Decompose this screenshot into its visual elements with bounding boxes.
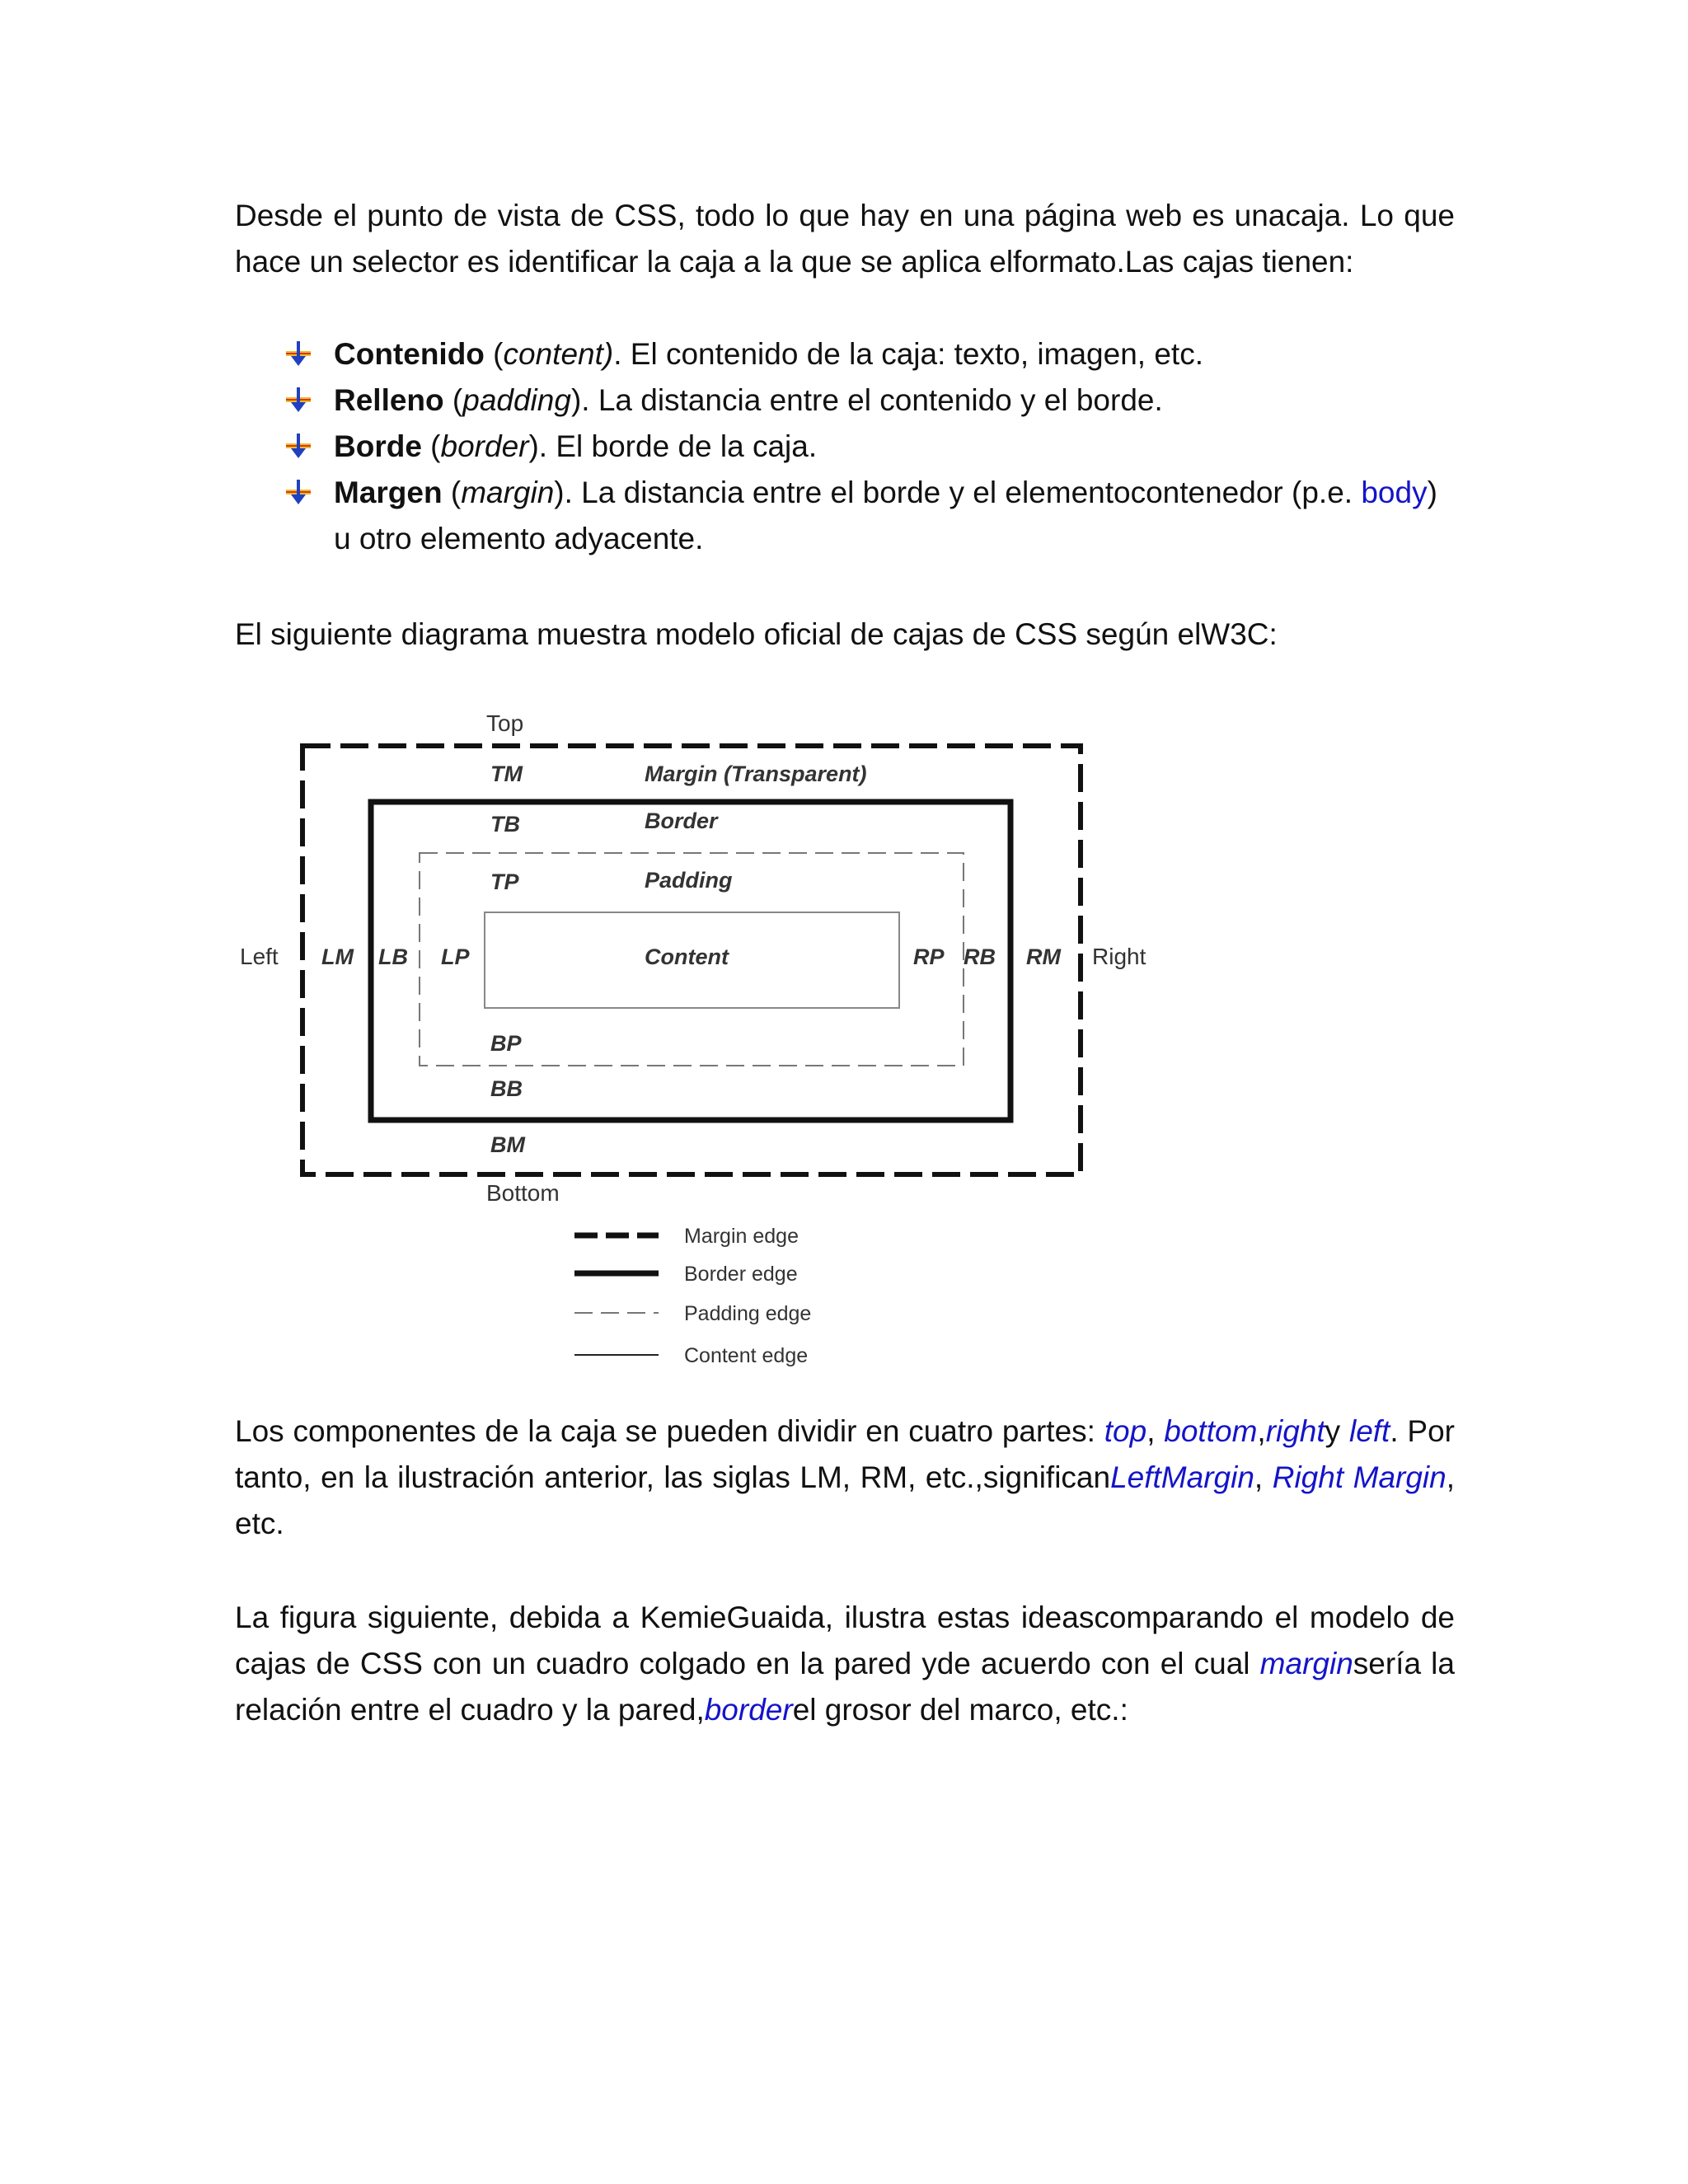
para-text: , etc. — [235, 1460, 1455, 1540]
label-border: Border — [645, 808, 718, 833]
label-rm: RM — [1026, 944, 1061, 969]
para-text: el grosor del marco, etc.: — [792, 1693, 1128, 1727]
arrow-down-bullet-icon — [284, 480, 312, 506]
term-en-border: border — [440, 429, 529, 463]
bullet-text: ) u otro elemento adyacente. — [334, 476, 1437, 555]
term-borde: Borde — [334, 429, 422, 463]
arrow-down-bullet-icon — [284, 387, 312, 414]
link-top[interactable]: top — [1104, 1414, 1147, 1448]
label-bottom: Bottom — [486, 1180, 560, 1206]
link-bottom[interactable]: bottom — [1164, 1414, 1258, 1448]
para-text: , — [1257, 1414, 1266, 1448]
label-padding: Padding — [645, 868, 733, 893]
para-text: , — [1254, 1460, 1273, 1494]
term-en-content: content) — [503, 337, 614, 371]
para-text: , — [1146, 1414, 1165, 1448]
label-tb: TB — [490, 812, 520, 837]
term-relleno: Relleno — [334, 383, 444, 417]
figure-paragraph — [235, 1595, 1455, 1733]
list-item — [284, 331, 1455, 377]
label-content: Content — [645, 944, 729, 969]
list-item — [284, 377, 1455, 424]
term-en-margin: margin — [461, 476, 555, 509]
arrow-down-bullet-icon — [284, 434, 312, 460]
label-tp: TP — [490, 869, 519, 894]
legend-border-label: Border edge — [684, 1263, 798, 1286]
term-contenido: Contenido — [334, 337, 485, 371]
label-rp: RP — [913, 944, 945, 969]
paren: ( — [421, 429, 441, 463]
label-tm: TM — [490, 762, 523, 786]
label-top: Top — [486, 710, 524, 736]
label-bb: BB — [490, 1076, 523, 1101]
legend-margin-label: Margin edge — [684, 1225, 799, 1248]
diagram-intro: El siguiente diagrama muestra modelo oficial de cajas de CSS según elW3C: — [235, 617, 1278, 651]
paren: ( — [443, 383, 463, 417]
label-right: Right — [1092, 944, 1146, 969]
link-left[interactable]: left — [1348, 1414, 1390, 1448]
label-lb: LB — [378, 944, 408, 969]
bullet-text: ). La distancia entre el contenido y el borde. — [570, 383, 1163, 417]
intro-paragraph: Desde el punto de vista de CSS, todo lo que hay en una página web es unacaja. Lo que hace un selector es identificar la caja a la que se aplica elformato.Las cajas tienen: — [235, 199, 1455, 279]
paren: ( — [484, 337, 504, 371]
para-text: . Por tanto, en la ilustración anterior, las siglas LM, RM, etc.,significan — [235, 1414, 1456, 1494]
label-bm: BM — [490, 1132, 525, 1157]
link-leftmargin[interactable]: LeftMargin — [1110, 1460, 1254, 1494]
link-rightmargin[interactable]: Right Margin — [1272, 1460, 1447, 1494]
link-right[interactable]: right — [1265, 1414, 1325, 1448]
label-margin: Margin (Transparent) — [645, 762, 867, 786]
list-item — [284, 470, 1455, 562]
label-left: Left — [240, 944, 279, 969]
para-text: sería la relación entre el cuadro y la pared, — [235, 1647, 1455, 1727]
legend-content-label: Content edge — [684, 1344, 809, 1367]
arrow-down-bullet-icon — [284, 341, 312, 368]
label-rb: RB — [964, 944, 996, 969]
link-margin[interactable]: margin — [1259, 1647, 1353, 1680]
term-en-padding: padding — [462, 383, 571, 417]
paren: ( — [442, 476, 462, 509]
para-text: y — [1325, 1414, 1349, 1448]
link-border[interactable]: border — [704, 1693, 793, 1727]
label-lm: LM — [321, 944, 354, 969]
components-paragraph — [235, 1408, 1455, 1547]
legend-padding-label: Padding edge — [684, 1302, 812, 1325]
label-bp: BP — [490, 1031, 522, 1056]
bullet-text: ). El borde de la caja. — [528, 429, 818, 463]
list-item — [284, 424, 1455, 470]
bullet-text: . El contenido de la caja: texto, imagen, etc. — [613, 337, 1203, 371]
term-margen: Margen — [334, 476, 443, 509]
label-lp: LP — [441, 944, 470, 969]
para-text: Los componentes de la caja se pueden dividir en cuatro partes: — [235, 1414, 1104, 1448]
para-text: La figura siguiente, debida a KemieGuaida, ilustra estas ideascomparando el modelo de cajas de CSS con un cuadro colgado en la pared yde acuerdo con el cual — [235, 1601, 1455, 1680]
box-parts-list — [284, 331, 1455, 562]
body-link[interactable]: body — [1361, 476, 1428, 509]
bullet-text: ). La distancia entre el borde y el elementocontenedor (p.e. — [554, 476, 1362, 509]
box-model-diagram — [235, 696, 1175, 1380]
